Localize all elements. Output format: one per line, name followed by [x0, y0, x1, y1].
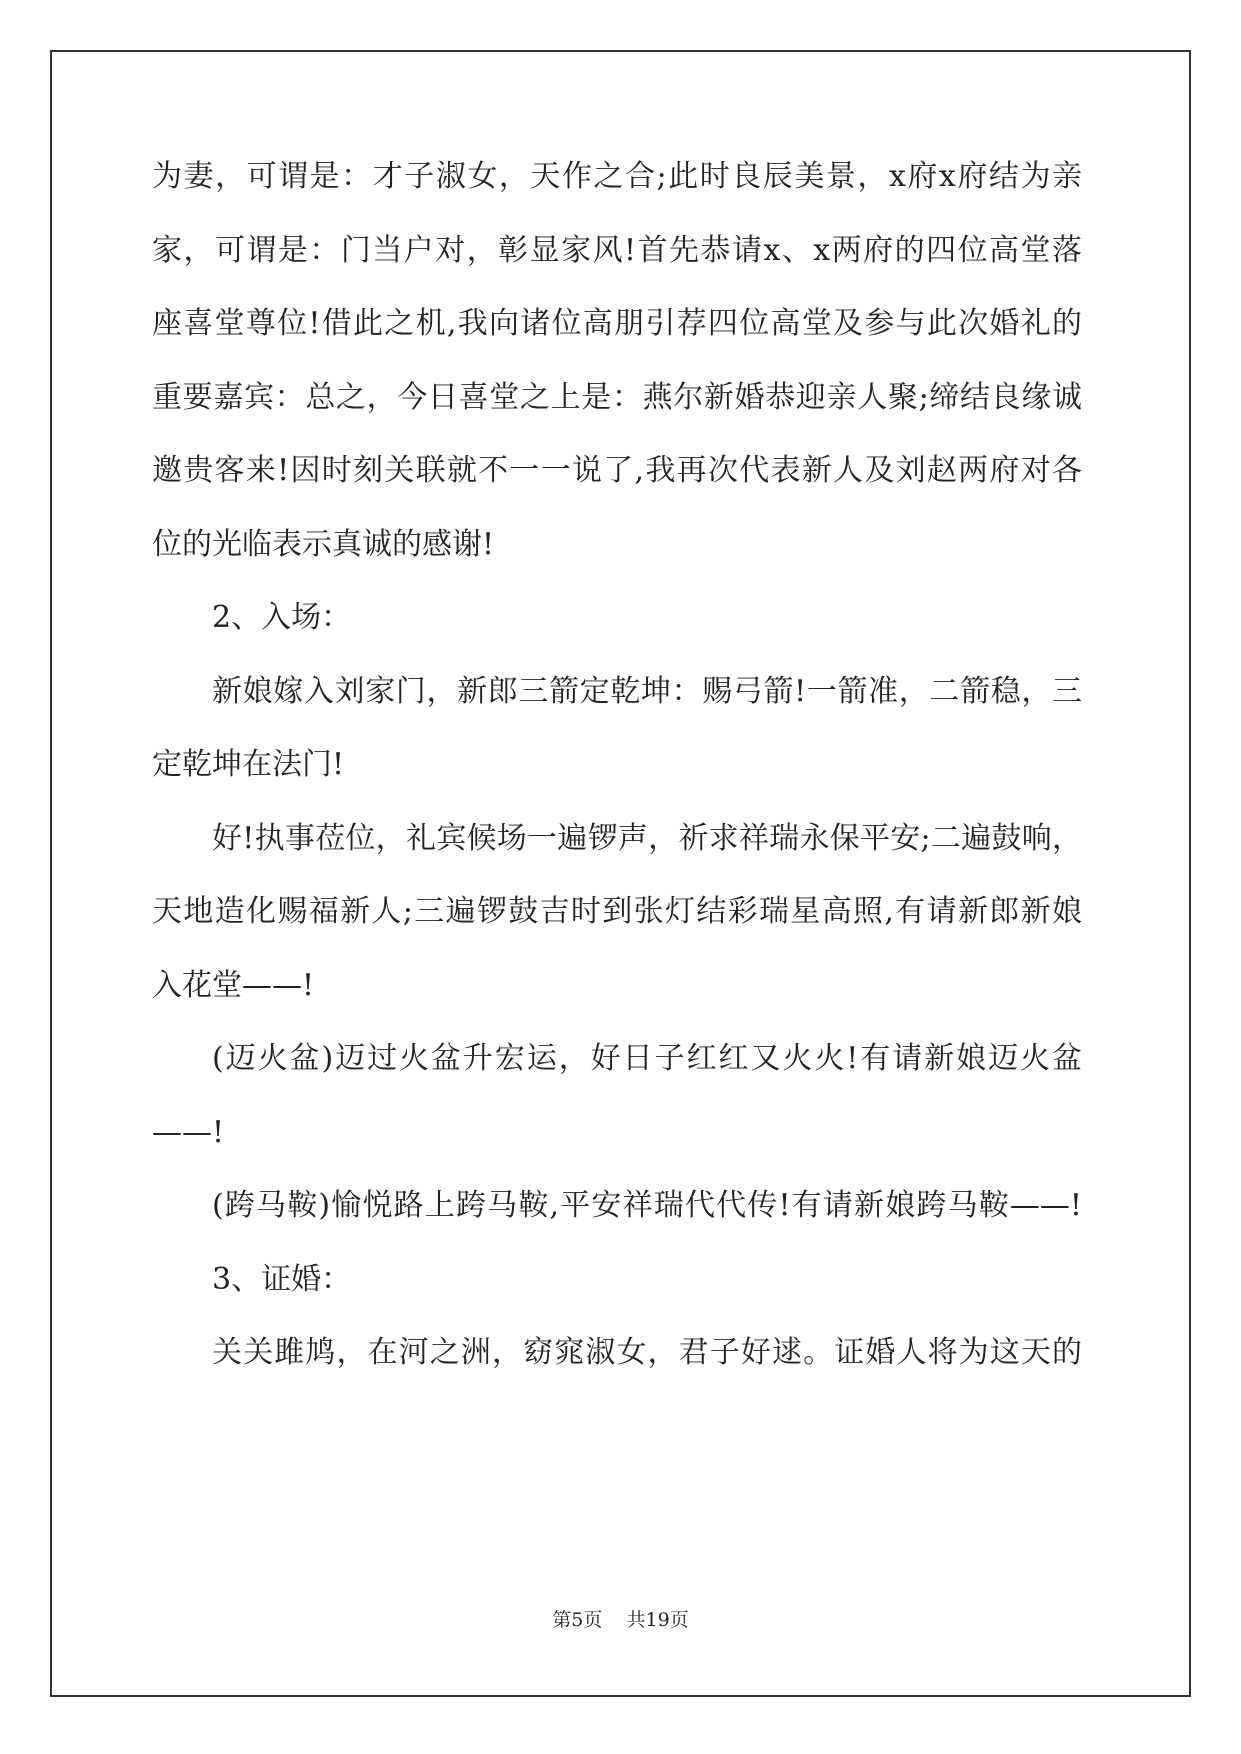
text-line: 座喜堂尊位!借此之机,我向诸位高朋引荐四位高堂及参与此次婚礼的	[152, 306, 1082, 341]
text-line: ——!	[152, 1115, 225, 1150]
text-line: 入花堂——!	[152, 968, 315, 1003]
text-line: 邀贵客来!因时刻关联就不一一说了,我再次代表新人及刘赵两府对各	[152, 453, 1082, 488]
section-heading-wedding-witness: 3、证婚：	[212, 1262, 352, 1297]
text-line: 位的光临表示真诚的感谢!	[152, 527, 495, 562]
text-line: (跨马鞍)愉悦路上跨马鞍,平安祥瑞代代传!有请新娘跨马鞍——!	[212, 1188, 1082, 1223]
text-line: 新娘嫁入刘家门，新郎三箭定乾坤：赐弓箭!一箭准，二箭稳，三	[212, 674, 1082, 709]
text-line: (迈火盆)迈过火盆升宏运，好日子红红又火火!有请新娘迈火盆	[212, 1041, 1082, 1076]
page-border	[50, 50, 1191, 1697]
text-line: 天地造化赐福新人;三遍锣鼓吉时到张灯结彩瑞星高照,有请新郎新娘	[152, 894, 1082, 929]
text-line: 重要嘉宾：总之，今日喜堂之上是：燕尔新婚恭迎亲人聚;缔结良缘诚	[152, 380, 1082, 415]
page-number: 第5页	[552, 1609, 603, 1631]
text-line: 家，可谓是：门当户对，彰显家风!首先恭请x、x两府的四位高堂落	[152, 233, 1082, 268]
text-line: 好!执事莅位，礼宾候场一遍锣声，祈求祥瑞永保平安;二遍鼓响，	[212, 821, 1082, 856]
text-line: 定乾坤在法门!	[152, 747, 345, 782]
text-line: 为妻，可谓是：才子淑女，天作之合;此时良辰美景，x府x府结为亲	[152, 159, 1082, 194]
text-line: 关关雎鸠，在河之洲，窈窕淑女，君子好逑。证婚人将为这天的	[212, 1335, 1082, 1370]
page-total: 共19页	[626, 1609, 689, 1631]
section-heading-entrance: 2、入场：	[212, 600, 352, 635]
page-footer	[0, 1608, 1241, 1632]
